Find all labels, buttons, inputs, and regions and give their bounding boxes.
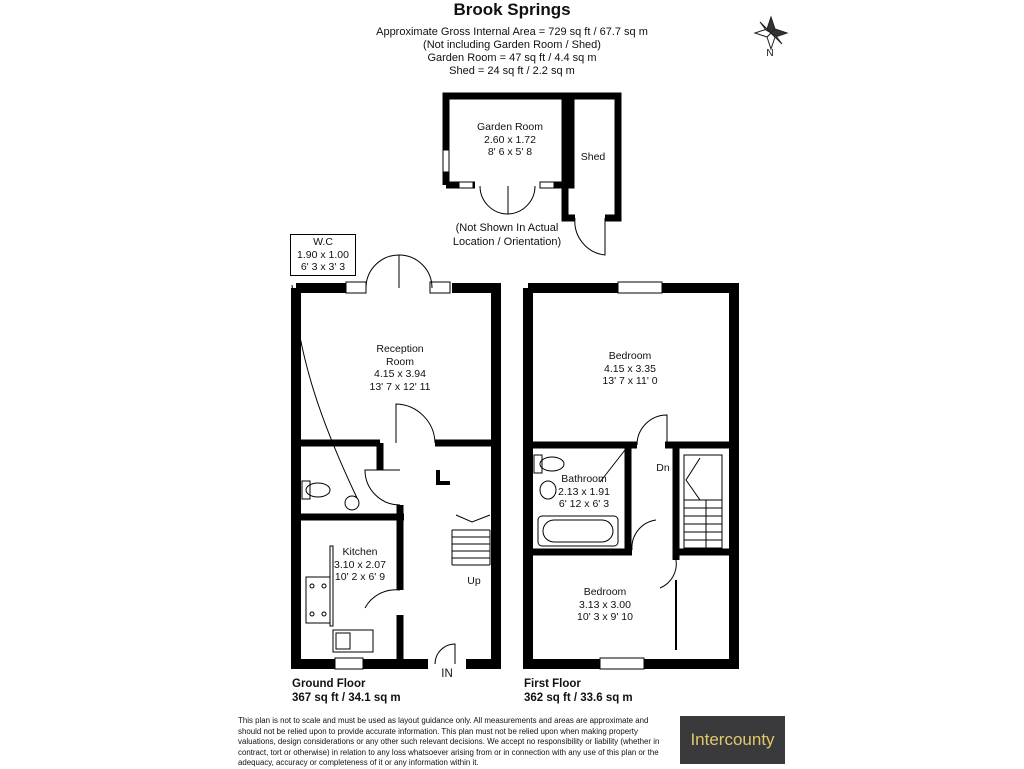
shed-label: Shed [580,151,606,163]
gross-area-text: Approximate Gross Internal Area = 729 sq ft / 67.7 sq m [376,26,648,38]
outbuilding-note-line-2: Location / Orientation) [452,236,562,248]
bedroom-1-name: Bedroom [608,350,652,362]
plan-title: Brook Springs [453,0,571,19]
garden-room-name: Garden Room [477,121,543,133]
ground-floor-name: Ground Floor [292,678,366,690]
ground-floor-walls [292,255,496,669]
wc-metric: 1.90 x 1.00 [297,248,349,261]
first-floor-area: 362 sq ft / 33.6 sq m [524,692,633,704]
logo-text: Intercounty [690,730,775,749]
entrance-label: IN [441,668,453,680]
reception-name-2: Room [385,355,414,368]
outbuilding-note [432,221,582,249]
exclusion-note: (Not including Garden Room / Shed) [423,39,601,51]
garden-room-area-text: Garden Room = 47 sq ft / 4.4 sq m [427,52,597,64]
shed-area-text: Shed = 24 sq ft / 2.2 sq m [449,65,575,77]
garden-room-imperial: 8' 6 x 5' 8 [487,146,533,158]
reception-name-1: Reception [376,343,424,355]
wc-label [290,234,356,276]
kitchen-imperial: 10' 2 x 6' 9 [334,571,386,583]
bathroom-name: Bathroom [561,473,607,485]
reception-room-label [340,343,460,393]
disclaimer-text: This plan is not to scale and must be used as layout guidance only. All measurements and areas are approximate and should not be relied upon to provide accurate information. This plan must not be relied upon when making property valuations, design considerations or any other such relevant decisions. We accept no responsibility or liability (whether in contract, tort or otherwise) in relation to any loss whatsoever arising from or in connection with any use of this plan or the adequacy, accuracy or completeness of it or any information within it. [238,716,660,768]
wc-name: W.C [313,236,333,248]
bedroom-1-label [580,350,680,388]
stairs-down-label: Dn [656,462,670,474]
outbuilding-note-line-1: (Not Shown In Actual [455,222,559,234]
reception-metric: 4.15 x 3.94 [374,368,426,380]
compass-icon [755,17,787,49]
garden-room-metric: 2.60 x 1.72 [484,133,536,146]
intercounty-logo [680,716,785,764]
kitchen-metric: 3.10 x 2.07 [334,558,386,571]
kitchen-name: Kitchen [342,546,378,558]
ground-floor-area: 367 sq ft / 34.1 sq m [292,692,401,704]
bedroom-1-imperial: 13' 7 x 11' 0 [602,375,658,387]
garden-room-label [456,121,564,159]
stairs-up-label: Up [467,575,481,587]
bathroom-imperial: 6' 12 x 6' 3 [558,498,610,510]
wc-imperial: 6' 3 x 3' 3 [300,261,346,273]
first-floor-name: First Floor [524,678,581,690]
bedroom-2-metric: 3.13 x 3.00 [579,598,631,611]
bedroom-2-label [560,586,650,624]
reception-imperial: 13' 7 x 12' 11 [369,380,431,393]
bathroom-label [546,473,622,511]
compass-north-label: N [766,48,774,59]
bedroom-2-name: Bedroom [583,586,627,598]
bathroom-metric: 2.13 x 1.91 [558,485,610,498]
bedroom-1-metric: 4.15 x 3.35 [604,362,656,375]
bedroom-2-imperial: 10' 3 x 9' 10 [577,611,633,623]
kitchen-label [320,546,400,584]
